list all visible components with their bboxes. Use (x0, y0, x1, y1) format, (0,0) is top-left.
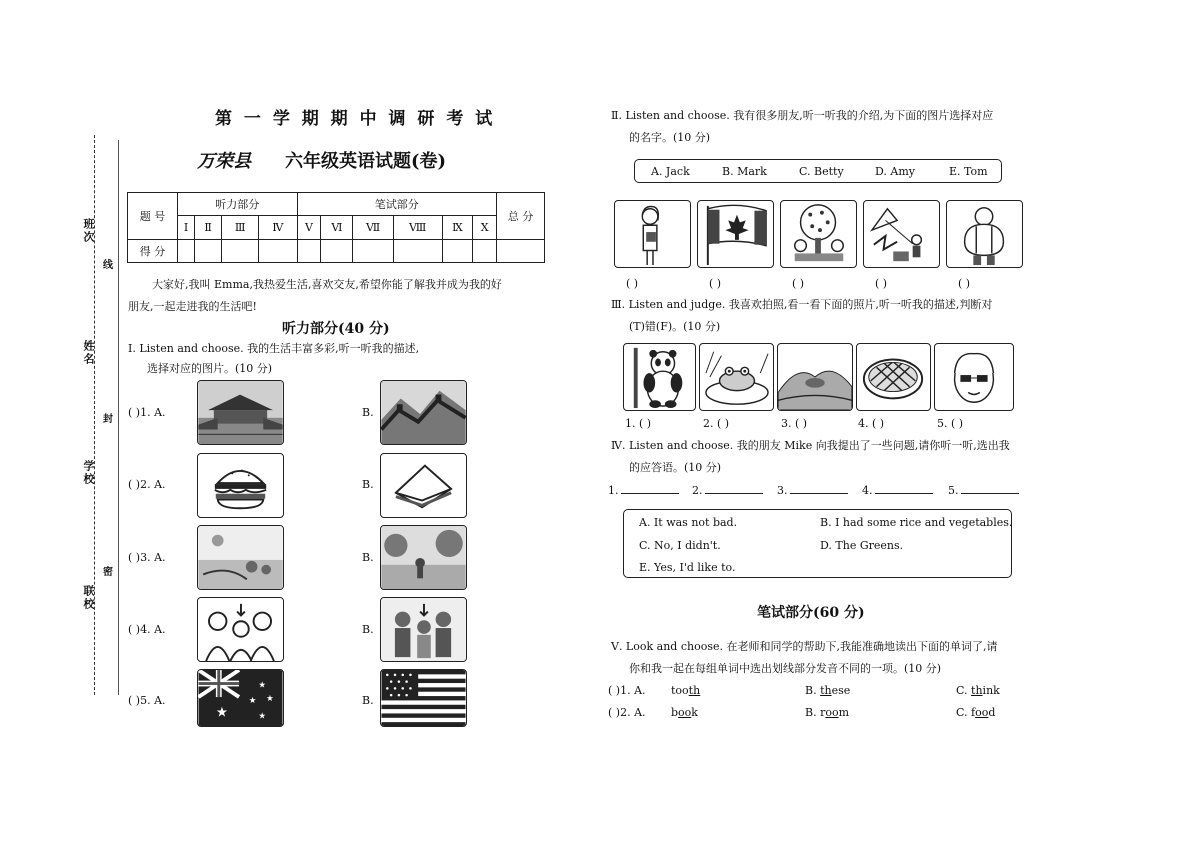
great-wall-picture (380, 380, 467, 445)
q5-instruction-2: 你和我一起在每组单词中选出划线部分发音不同的一项。(10 分) (629, 662, 942, 675)
score-row-header: 题 号 (128, 193, 178, 240)
fat-man-picture (946, 200, 1023, 268)
score-cell[interactable] (259, 240, 297, 263)
q2-name-a: A. Jack (651, 165, 690, 178)
q1-item-1-b: B. (362, 406, 374, 419)
q2-blank-3[interactable]: ( ) (792, 277, 805, 290)
q1-item-5-label[interactable]: ( )5. A. (128, 694, 166, 707)
q2-name-c: C. Betty (799, 165, 844, 178)
q1-item-2-label[interactable]: ( )2. A. (128, 478, 166, 491)
score-cell[interactable] (353, 240, 393, 263)
q1-item-4-b: B. (362, 623, 374, 636)
canada-flag-picture (697, 200, 774, 268)
boy-glasses-picture (934, 343, 1014, 411)
q5-instruction-1: Ⅴ. Look and choose. 在老师和同学的帮助下,我能准确地读出下面的单词了,请 (611, 640, 998, 653)
family-b-picture (380, 597, 467, 662)
score-col-3: Ⅲ (222, 216, 259, 240)
q5-row-2-option-a: book (671, 706, 698, 719)
sandwich-picture (380, 453, 467, 518)
q2-blank-4[interactable]: ( ) (875, 277, 888, 290)
q4-answer-1[interactable] (608, 480, 679, 501)
county-name: 万荣县 (197, 151, 251, 172)
score-row-label: 得 分 (128, 240, 178, 263)
q4-instruction-2: 的应答语。(10 分) (629, 461, 722, 474)
q2-blank-1[interactable]: ( ) (626, 277, 639, 290)
q1-item-3-label[interactable]: ( )3. A. (128, 551, 166, 564)
svg-text:★: ★ (258, 680, 267, 691)
hamburger-picture (197, 453, 284, 518)
score-cell[interactable] (497, 240, 545, 263)
q3-instruction-2: (T)错(F)。(10 分) (629, 320, 721, 333)
writing-section-title: 笔试部分(60 分) (757, 605, 865, 621)
q2-instruction-1: Ⅱ. Listen and choose. 我有很多朋友,听一听我的介绍,为下面的图片选择对应 (611, 109, 994, 122)
svg-text:★: ★ (215, 704, 228, 721)
q4-option-a: A. It was not bad. (639, 516, 738, 529)
beach-picture (197, 525, 284, 590)
q4-option-e: E. Yes, I'd like to. (639, 561, 736, 574)
intro-line-1: 大家好,我叫 Emma,我热爱生活,喜欢交友,希望你能了解我并成为我的好 (152, 278, 502, 291)
q1-instruction-2: 选择对应的图片。(10 分) (147, 362, 273, 375)
q4-option-d: D. The Greens. (820, 539, 904, 552)
score-writing-header: 笔试部分 (297, 193, 496, 216)
usa-flag-picture (380, 669, 467, 727)
q4-answer-3-line[interactable] (790, 484, 848, 494)
score-cell[interactable] (473, 240, 497, 263)
listening-section-title: 听力部分(40 分) (282, 321, 390, 337)
name-line (118, 140, 119, 695)
intro-line-2: 朋友,一起走进我的生活吧! (128, 300, 257, 313)
q3-blank-3[interactable]: 3. ( ) (781, 417, 808, 430)
score-cell[interactable] (393, 240, 442, 263)
q2-instruction-2: 的名字。(10 分) (629, 131, 711, 144)
q5-row-1-option-a: tooth (671, 684, 701, 697)
score-cell[interactable] (222, 240, 259, 263)
svg-text:★: ★ (266, 693, 274, 704)
q4-answer-2-line[interactable] (705, 484, 763, 494)
frog-picture (699, 343, 774, 411)
score-col-9: Ⅸ (442, 216, 473, 240)
q4-answer-4-line[interactable] (875, 484, 933, 494)
binding-label-class: 班次 (82, 218, 95, 244)
q1-item-5-b: B. (362, 694, 374, 707)
binding-label-union: 联校 (82, 585, 95, 611)
q4-option-c: C. No, I didn't. (639, 539, 721, 552)
q4-answer-1-num: 1. (608, 484, 619, 497)
q2-name-d: D. Amy (875, 165, 916, 178)
q4-answer-5-line[interactable] (961, 484, 1019, 494)
q1-item-2-b: B. (362, 478, 374, 491)
q3-instruction-1: Ⅲ. Listen and judge. 我喜欢拍照,看一看下面的照片,听一听我的描述,判断对 (611, 298, 993, 311)
landscape-picture (777, 343, 853, 411)
q4-instruction-1: Ⅳ. Listen and choose. 我的朋友 Mike 向我提出了一些问题,请你听一听,选出我 (611, 439, 1010, 452)
q5-row-2-option-c: C. food (956, 706, 996, 719)
q3-blank-2[interactable]: 2. ( ) (703, 417, 730, 430)
q4-answer-2-num: 2. (692, 484, 703, 497)
q4-answer-5[interactable] (948, 480, 1019, 501)
score-col-1: Ⅰ (178, 216, 195, 240)
q4-answer-4[interactable] (862, 480, 933, 501)
binding-label-school: 学校 (82, 460, 95, 486)
score-total-header: 总 分 (497, 193, 545, 240)
score-cell[interactable] (178, 240, 195, 263)
q4-answer-4-num: 4. (862, 484, 873, 497)
q1-instruction-1: Ⅰ. Listen and choose. 我的生活丰富多彩,听一听我的描述, (128, 342, 420, 355)
q5-row-1-paren[interactable]: ( )1. A. (608, 684, 646, 697)
q5-row-1-option-c: C. think (956, 684, 1000, 697)
score-cell[interactable] (195, 240, 222, 263)
q5-row-2-paren[interactable]: ( )2. A. (608, 706, 646, 719)
girl-picture (614, 200, 691, 268)
score-col-7: Ⅶ (353, 216, 393, 240)
score-cell[interactable] (442, 240, 473, 263)
score-cell[interactable] (321, 240, 353, 263)
kite-boy-picture (863, 200, 940, 268)
q1-item-3-b: B. (362, 551, 374, 564)
seal-mark-seal: 封 (103, 414, 113, 425)
q2-blank-2[interactable]: ( ) (709, 277, 722, 290)
q3-blank-4[interactable]: 4. ( ) (858, 417, 885, 430)
q4-answer-1-line[interactable] (621, 484, 679, 494)
australia-flag-picture (197, 669, 284, 727)
score-col-6: Ⅵ (321, 216, 353, 240)
exam-title: 第 一 学 期 期 中 调 研 考 试 (215, 109, 496, 129)
score-col-10: Ⅹ (473, 216, 497, 240)
score-cell[interactable] (297, 240, 321, 263)
q5-row-1-option-b: B. these (805, 684, 851, 697)
seal-mark-secret: 密 (103, 567, 113, 578)
family-a-picture (197, 597, 284, 662)
q4-answer-3-num: 3. (777, 484, 788, 497)
apple-tree-picture (780, 200, 857, 268)
score-col-4: Ⅳ (259, 216, 297, 240)
forbidden-city-picture (197, 380, 284, 445)
score-table (127, 192, 545, 263)
park-picture (380, 525, 467, 590)
q1-item-4-label[interactable]: ( )4. A. (128, 623, 166, 636)
svg-text:★: ★ (258, 711, 267, 722)
score-listening-header: 听力部分 (178, 193, 298, 216)
pie-picture (856, 343, 931, 411)
q3-blank-1[interactable]: 1. ( ) (625, 417, 652, 430)
q2-name-b: B. Mark (722, 165, 767, 178)
q2-blank-5[interactable]: ( ) (958, 277, 971, 290)
panda-picture (623, 343, 696, 411)
q4-answer-3[interactable] (777, 480, 848, 501)
q4-answer-2[interactable] (692, 480, 763, 501)
q1-item-1-label[interactable]: ( )1. A. (128, 406, 166, 419)
svg-text:★: ★ (248, 695, 257, 706)
seal-mark-line: 线 (103, 260, 113, 271)
q4-option-b: B. I had some rice and vegetables. (820, 516, 1013, 529)
binding-label-name: 姓名 (82, 340, 95, 366)
score-col-5: Ⅴ (297, 216, 321, 240)
exam-subtitle: 六年级英语试题(卷) (285, 151, 447, 172)
q2-name-e: E. Tom (949, 165, 988, 178)
q5-row-2-option-b: B. room (805, 706, 850, 719)
q3-blank-5[interactable]: 5. ( ) (937, 417, 964, 430)
score-col-8: Ⅷ (393, 216, 442, 240)
q4-answer-5-num: 5. (948, 484, 959, 497)
score-col-2: Ⅱ (195, 216, 222, 240)
